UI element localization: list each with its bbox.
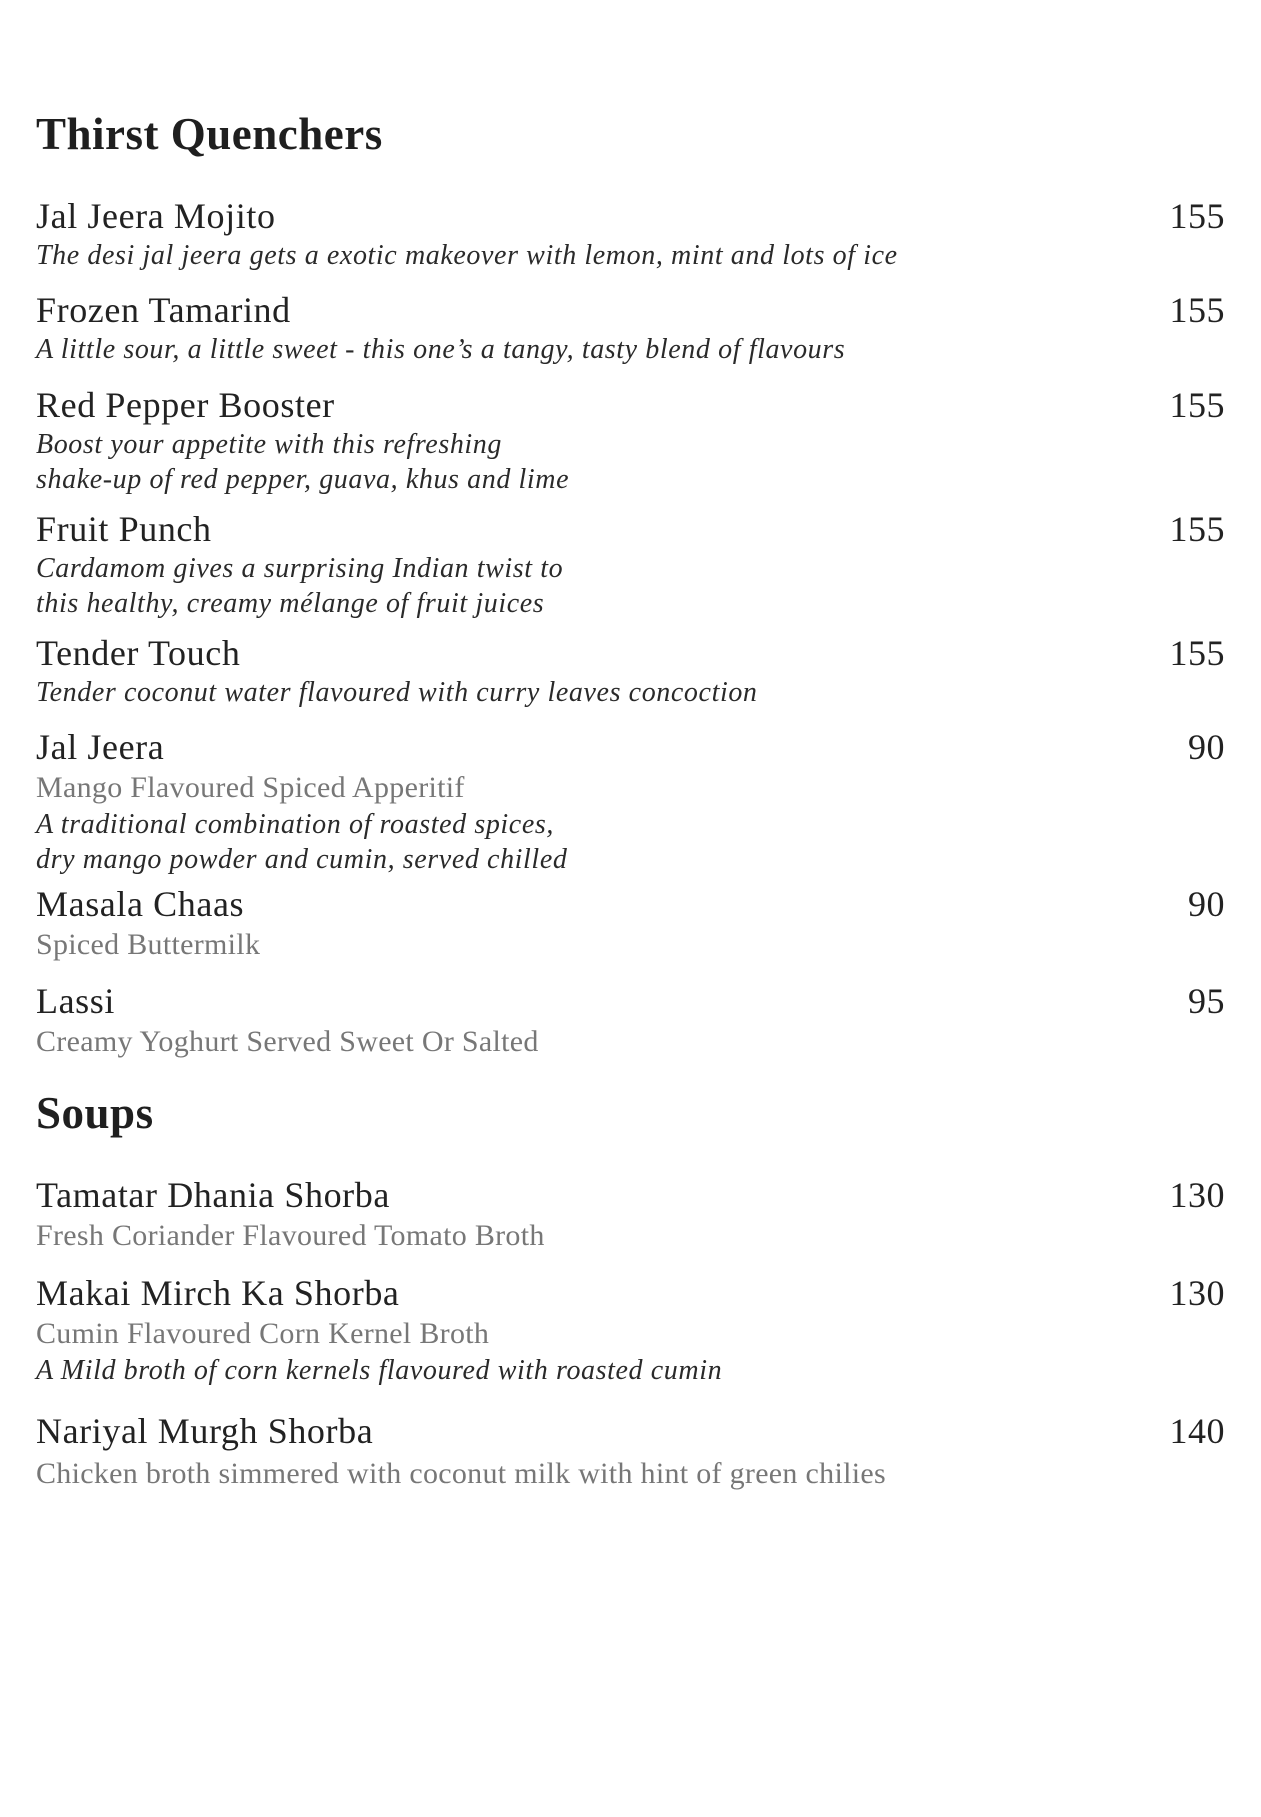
menu-item-frozen-tamarind xyxy=(36,288,1225,367)
item-subtitle: Mango Flavoured Spiced Apperitif xyxy=(36,771,465,804)
item-subtitle: Spiced Buttermilk xyxy=(36,928,261,961)
item-subtitle: Cumin Flavoured Corn Kernel Broth xyxy=(36,1317,490,1350)
item-price: 155 xyxy=(1169,633,1225,673)
item-price: 155 xyxy=(1169,385,1225,425)
menu-item-makai-mirch-ka-shorba xyxy=(36,1271,1225,1388)
item-name: Masala Chaas xyxy=(36,884,245,924)
item-name: Makai Mirch Ka Shorba xyxy=(36,1273,400,1313)
item-name: Red Pepper Booster xyxy=(36,385,335,425)
item-description: The desi jal jeera gets a exotic makeover with lemon, mint and lots of ice xyxy=(36,240,898,271)
item-name: Fruit Punch xyxy=(36,509,212,549)
item-name: Tamatar Dhania Shorba xyxy=(36,1175,390,1215)
item-name: Tender Touch xyxy=(36,633,241,673)
item-description: this healthy, creamy mélange of fruit juices xyxy=(36,588,545,619)
item-price: 155 xyxy=(1169,196,1225,236)
menu-item-jal-jeera-mojito xyxy=(36,194,1225,273)
menu-item-fruit-punch xyxy=(36,507,1225,621)
item-price: 90 xyxy=(1188,727,1225,767)
menu-item-red-pepper-booster xyxy=(36,383,1225,497)
item-description: A traditional combination of roasted spices, xyxy=(36,809,554,840)
item-price: 140 xyxy=(1169,1411,1225,1451)
menu-item-tamatar-dhania-shorba xyxy=(36,1173,1225,1255)
menu-item-nariyal-murgh-shorba xyxy=(36,1409,1225,1493)
item-price: 90 xyxy=(1188,884,1225,924)
menu-item-jal-jeera xyxy=(36,725,1225,877)
item-price: 130 xyxy=(1169,1273,1225,1313)
menu-item-tender-touch xyxy=(36,631,1225,710)
menu-item-masala-chaas xyxy=(36,882,1225,964)
menu-item-lassi xyxy=(36,979,1225,1061)
item-subtitle: Fresh Coriander Flavoured Tomato Broth xyxy=(36,1219,545,1252)
item-description: dry mango powder and cumin, served chilled xyxy=(36,844,568,875)
section-title-thirst-quenchers: Thirst Quenchers xyxy=(36,109,383,159)
item-description: shake-up of red pepper, guava, khus and lime xyxy=(36,464,570,495)
item-description: A little sour, a little sweet - this one’s a tangy, tasty blend of flavours xyxy=(36,334,846,365)
item-name: Jal Jeera Mojito xyxy=(36,196,276,236)
item-description: Tender coconut water flavoured with curry leaves concoction xyxy=(36,677,758,708)
item-description: Cardamom gives a surprising Indian twist to xyxy=(36,553,564,584)
item-price: 155 xyxy=(1169,509,1225,549)
item-description: Boost your appetite with this refreshing xyxy=(36,429,503,460)
item-name: Frozen Tamarind xyxy=(36,290,291,330)
item-name: Jal Jeera xyxy=(36,727,165,767)
item-name: Nariyal Murgh Shorba xyxy=(36,1411,374,1451)
item-subtitle: Chicken broth simmered with coconut milk with hint of green chilies xyxy=(36,1457,886,1490)
item-price: 95 xyxy=(1188,981,1225,1021)
item-price: 155 xyxy=(1169,290,1225,330)
item-description: A Mild broth of corn kernels flavoured with roasted cumin xyxy=(36,1355,723,1386)
item-subtitle: Creamy Yoghurt Served Sweet Or Salted xyxy=(36,1025,539,1058)
item-price: 130 xyxy=(1169,1175,1225,1215)
item-name: Lassi xyxy=(36,981,115,1021)
section-title-soups: Soups xyxy=(36,1088,154,1138)
